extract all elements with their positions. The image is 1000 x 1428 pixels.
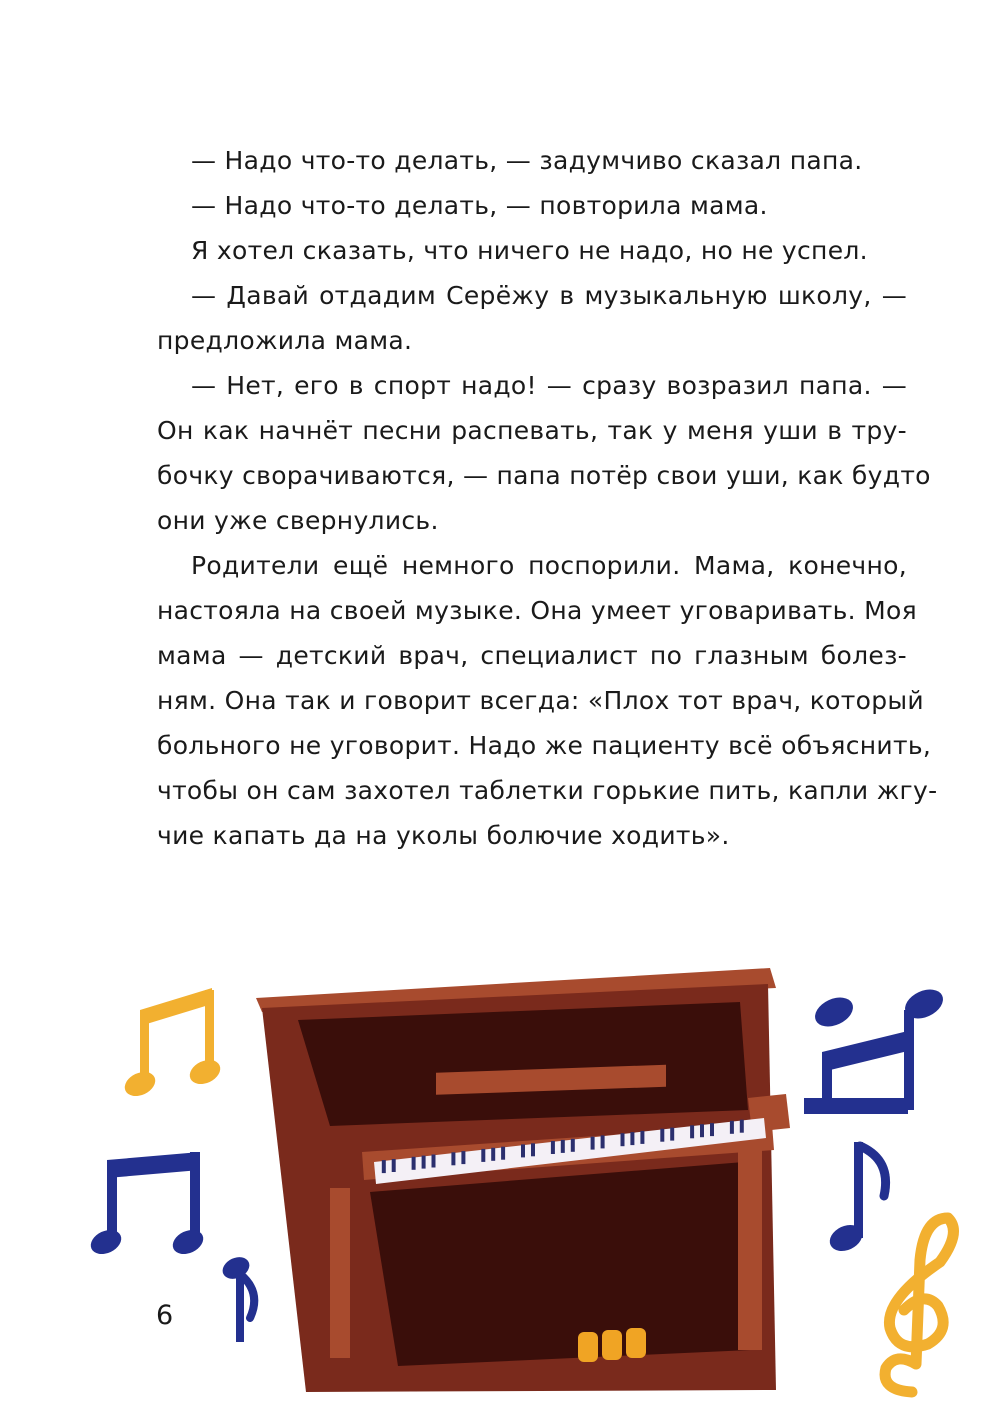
black-key [700, 1124, 704, 1137]
text-line: — Надо что-то делать, — задумчиво сказал папа. [191, 146, 863, 175]
piano-illustration [0, 940, 1000, 1428]
black-key [670, 1128, 674, 1141]
black-key [422, 1156, 426, 1169]
black-key [461, 1151, 465, 1164]
text-line: Родители ещё немного поспорили. Мама, конечно, [191, 551, 907, 580]
black-key [501, 1147, 505, 1160]
text-line: больного не уговорит. Надо же пациенту всё объяснить, [157, 731, 932, 760]
eighth-note-blue-icon [219, 1253, 254, 1342]
text-line: мама — детский врач, специалист по глазным болез- [157, 641, 907, 670]
page-number: 6 [156, 1300, 174, 1331]
story-text [157, 138, 938, 858]
text-line: предложила мама. [157, 326, 413, 355]
text-line: — Давай отдадим Серёжу в музыкальную школу, — [191, 281, 907, 310]
treble-clef-icon [885, 1218, 953, 1392]
piano-pedals [578, 1328, 646, 1362]
piano [256, 968, 790, 1392]
beamed-notes-blue-icon [87, 1152, 207, 1259]
black-key [571, 1139, 575, 1152]
black-key [591, 1137, 595, 1150]
text-line: чтобы он сам захотел таблетки горькие пить, капли жгу- [157, 776, 938, 805]
beamed-notes-blue-right-icon [804, 984, 948, 1114]
text-line: — Надо что-то делать, — повторила мама. [191, 191, 768, 220]
black-key [710, 1123, 714, 1136]
text-line: — Нет, его в спорт надо! — сразу возразил папа. — [191, 371, 907, 400]
text-line: чие капать да на уколы болючие ходить». [157, 821, 730, 850]
black-key [630, 1132, 634, 1145]
black-key [451, 1152, 455, 1165]
black-key [621, 1133, 625, 1146]
text-line: они уже свернулись. [157, 506, 439, 535]
black-key [491, 1148, 495, 1161]
black-key [660, 1129, 664, 1142]
beamed-notes-orange-icon [121, 988, 224, 1101]
black-key [551, 1141, 555, 1154]
black-key [690, 1125, 694, 1138]
black-key [521, 1144, 525, 1157]
black-key [432, 1155, 436, 1168]
black-key [412, 1157, 416, 1170]
black-key [561, 1140, 565, 1153]
text-line: ням. Она так и говорит всегда: «Плох тот врач, который [157, 686, 924, 715]
black-key [740, 1120, 744, 1133]
text-line: Я хотел сказать, что ничего не надо, но не успел. [191, 236, 868, 265]
black-key [481, 1149, 485, 1162]
black-key [382, 1160, 386, 1173]
black-key [640, 1131, 644, 1144]
text-line: настояла на своей музыке. Она умеет уговаривать. Моя [157, 596, 917, 625]
black-key [730, 1121, 734, 1134]
black-key [601, 1135, 605, 1148]
text-line: бочку сворачиваются, — папа потёр свои уши, как будто [157, 461, 931, 490]
eighth-note-blue-right-icon [826, 1142, 886, 1256]
black-key [392, 1159, 396, 1172]
text-line: Он как начнёт песни распевать, так у меня уши в тру- [157, 416, 907, 445]
black-key [531, 1143, 535, 1156]
